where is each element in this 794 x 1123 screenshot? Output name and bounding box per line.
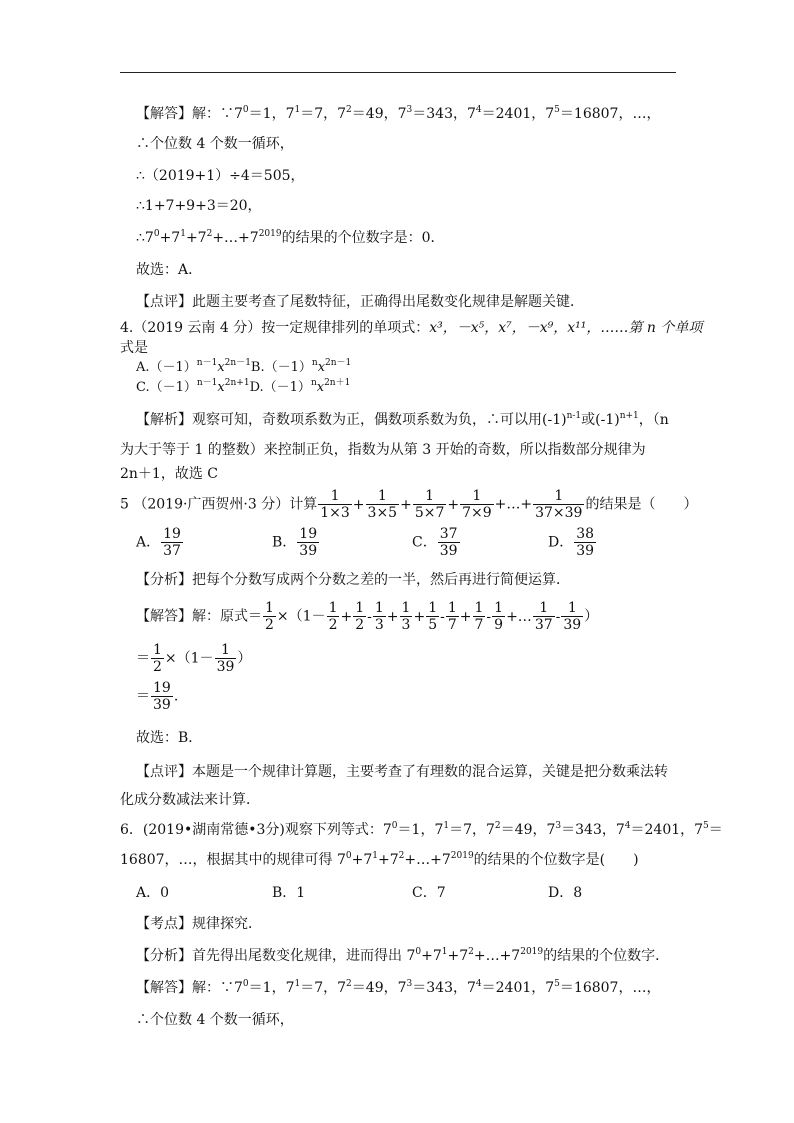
fraction: $\frac{1}{2}$ — [153, 642, 162, 675]
power-equations: $^0$＝1，$7^1=7$，$7^2=49$，$7^3=343$，$7^4=2401$，$7^5=16807$，…， — [242, 105, 661, 122]
question-5-comment-1: 【点评】本题是一个规律计算题，主要考查了有理数的混合运算，关键是把分数乘法转 — [136, 764, 668, 780]
fraction: $\frac{1}{39}$ — [563, 600, 582, 633]
fraction: $\frac{1}{3}$ — [374, 600, 384, 633]
result-line: $\therefore 7^0+7^1+7^2+\dots+7^{2019}$的结果的个位数字是：0． — [136, 229, 445, 246]
fraction: $\frac{19}{37}$ — [163, 526, 181, 559]
question-5-stem: 5 （2019·广西贺州·3 分）计算 $\frac{1}{1\times 3}$ + $\frac{1}{3\times 5}$ + $\frac{1}{5\times 7}$ + $\frac{1}{7\times 9}$ +…+ $\frac{1}{37\times 39}$ 的结果是（ ） — [120, 488, 698, 521]
header-rule — [120, 72, 676, 73]
fraction: $\frac{1}{39}$ — [216, 642, 235, 675]
fraction: $\frac{19}{39}$ — [153, 680, 171, 713]
fraction: $\frac{1}{7}$ — [474, 600, 484, 633]
question-6-cycle: ∴个位数 4 个数一循环， — [136, 1012, 294, 1028]
question-5-choice: 故选：B． — [136, 730, 203, 746]
question-4-analysis-2: 为大于等于 1 的整数）来控制正负，指数为从第 3 开始的奇数，所以指数部分规律为 — [120, 442, 646, 458]
fraction: $\frac{19}{39}$ — [299, 526, 318, 559]
question-4-stem: 4.（2019 云南 4 分）按一定规律排列的单项式：x³，－x⁵，x⁷，－x⁹，x¹¹，……第 n 个单项 — [120, 320, 703, 336]
question-6-analysis: 【分析】首先得出尾数变化规律，进而得出 $7^0+7^1+7^2+\dots+7^{2019}$的结果的个位数字． — [136, 947, 670, 964]
fraction: $\frac{1}{3\times 5}$ — [367, 488, 398, 521]
choice-line: 故选：A． — [136, 262, 203, 278]
question-5-option-c: C． $\frac{37}{39}$ — [412, 526, 458, 559]
fraction: $\frac{1}{37}$ — [534, 600, 553, 633]
comment-line: 【点评】此题主要考查了尾数特征，正确得出尾数变化规律是解题关键． — [136, 294, 584, 310]
fraction: $\frac{1}{9}$ — [494, 600, 504, 633]
question-6-stem-1: 6．(2019•湖南常德•3分)观察下列等式：$7^0=1$，$7^1=7$，$7^2=49$，$7^3=343$，$7^4=2401$，$7^5=$ — [120, 821, 723, 838]
question-6-topic: 【考点】规律探究． — [136, 916, 262, 932]
question-5-step-3: ＝ $\frac{19}{39}$ . — [136, 680, 179, 713]
sum-line: ∴1+7+9+3＝20， — [136, 198, 262, 214]
question-4-stem-cont: 式是 — [120, 340, 148, 356]
question-5-solution: 【解答】解：原式＝ $\frac{1}{2}$ ×（1－ $\frac{1}{2}$ + $\frac{1}{2}$ - $\frac{1}{3}$ + $\frac{1}{3}$ + $\frac{1}{5}$ - $\frac{1}{7}$ + $\frac{1}{7}$ - $\frac{1}{9}$ +… $\frac{1}{37}$ - $\frac{1}{39}$ ） — [136, 600, 599, 633]
fraction: $\frac{1}{3}$ — [401, 600, 411, 633]
question-6-option-c: C．7 — [412, 885, 446, 901]
fraction: $\frac{1}{7}$ — [447, 600, 457, 633]
question-4-options-ab: $A.(-1)^{n-1}x^{2n-1}B.(-1)^nx^{2n-1}$ — [136, 358, 352, 375]
question-6-option-b: B．1 — [272, 885, 306, 901]
division-line: ∴（2019+1）÷4＝505， — [136, 168, 305, 184]
question-6-solution: 【解答】解：$\because 7^0=1$，$7^1=7$，$7^2=49$，$7^3=343$，$7^4=2401$，$7^5=16807$，…， — [136, 979, 661, 996]
question-6-stem-2: 16807，…，根据其中的规律可得 $7^0+7^1+7^2+\dots+7^{2019}$的结果的个位数字是( ) — [120, 851, 639, 868]
question-5-step-2: ＝ $\frac{1}{2}$ ×（1－ $\frac{1}{39}$ ） — [136, 642, 252, 675]
fraction: $\frac{38}{39}$ — [576, 526, 595, 559]
answer-line-1: 【解答】解：$\because 7^0=1$，$7^1=7$，$7^2=49$，$7^3=343$，$7^4=2401$，$7^5=16807$，…， — [136, 105, 661, 122]
fraction: $\frac{1}{37\times 39}$ — [535, 488, 583, 521]
question-5-option-d: D． $\frac{38}{39}$ — [548, 526, 595, 559]
fraction: $\frac{1}{5}$ — [428, 600, 438, 633]
question-4-analysis-3: 2n＋1，故选 C — [120, 466, 218, 482]
fraction: $\frac{1}{2}$ — [265, 600, 274, 633]
question-5-option-a: A． $\frac{19}{37}$ — [136, 526, 181, 559]
fraction: $\frac{1}{2}$ — [355, 600, 365, 633]
cycle-line: ∴个位数 4 个数一循环， — [136, 136, 294, 152]
question-5-analysis: 【分析】把每个分数写成两个分数之差的一半，然后再进行简便运算． — [136, 572, 570, 588]
fraction: $\frac{1}{1\times 3}$ — [320, 488, 350, 521]
question-6-option-d: D．8 — [548, 885, 583, 901]
question-4-options-cd: $C.(-1)^{n-1}x^{2n+1}D.(-1)^nx^{2n+1}$ — [136, 378, 351, 395]
question-6-option-a: A．0 — [136, 885, 170, 901]
question-5-option-b: B． $\frac{19}{39}$ — [272, 526, 318, 559]
fraction: $\frac{1}{5\times 7}$ — [414, 488, 445, 521]
question-4-analysis-1: 【解析】观察可知，奇数项系数为正，偶数项系数为负，∴可以用$(-1)^{n-1}$或$(-1)^{n+1}$，（n — [136, 411, 669, 428]
fraction: $\frac{1}{2}$ — [328, 600, 338, 633]
fraction: $\frac{1}{7\times 9}$ — [462, 488, 492, 521]
question-5-comment-2: 化成分数减法来计算． — [120, 792, 260, 808]
fraction: $\frac{37}{39}$ — [439, 526, 458, 559]
